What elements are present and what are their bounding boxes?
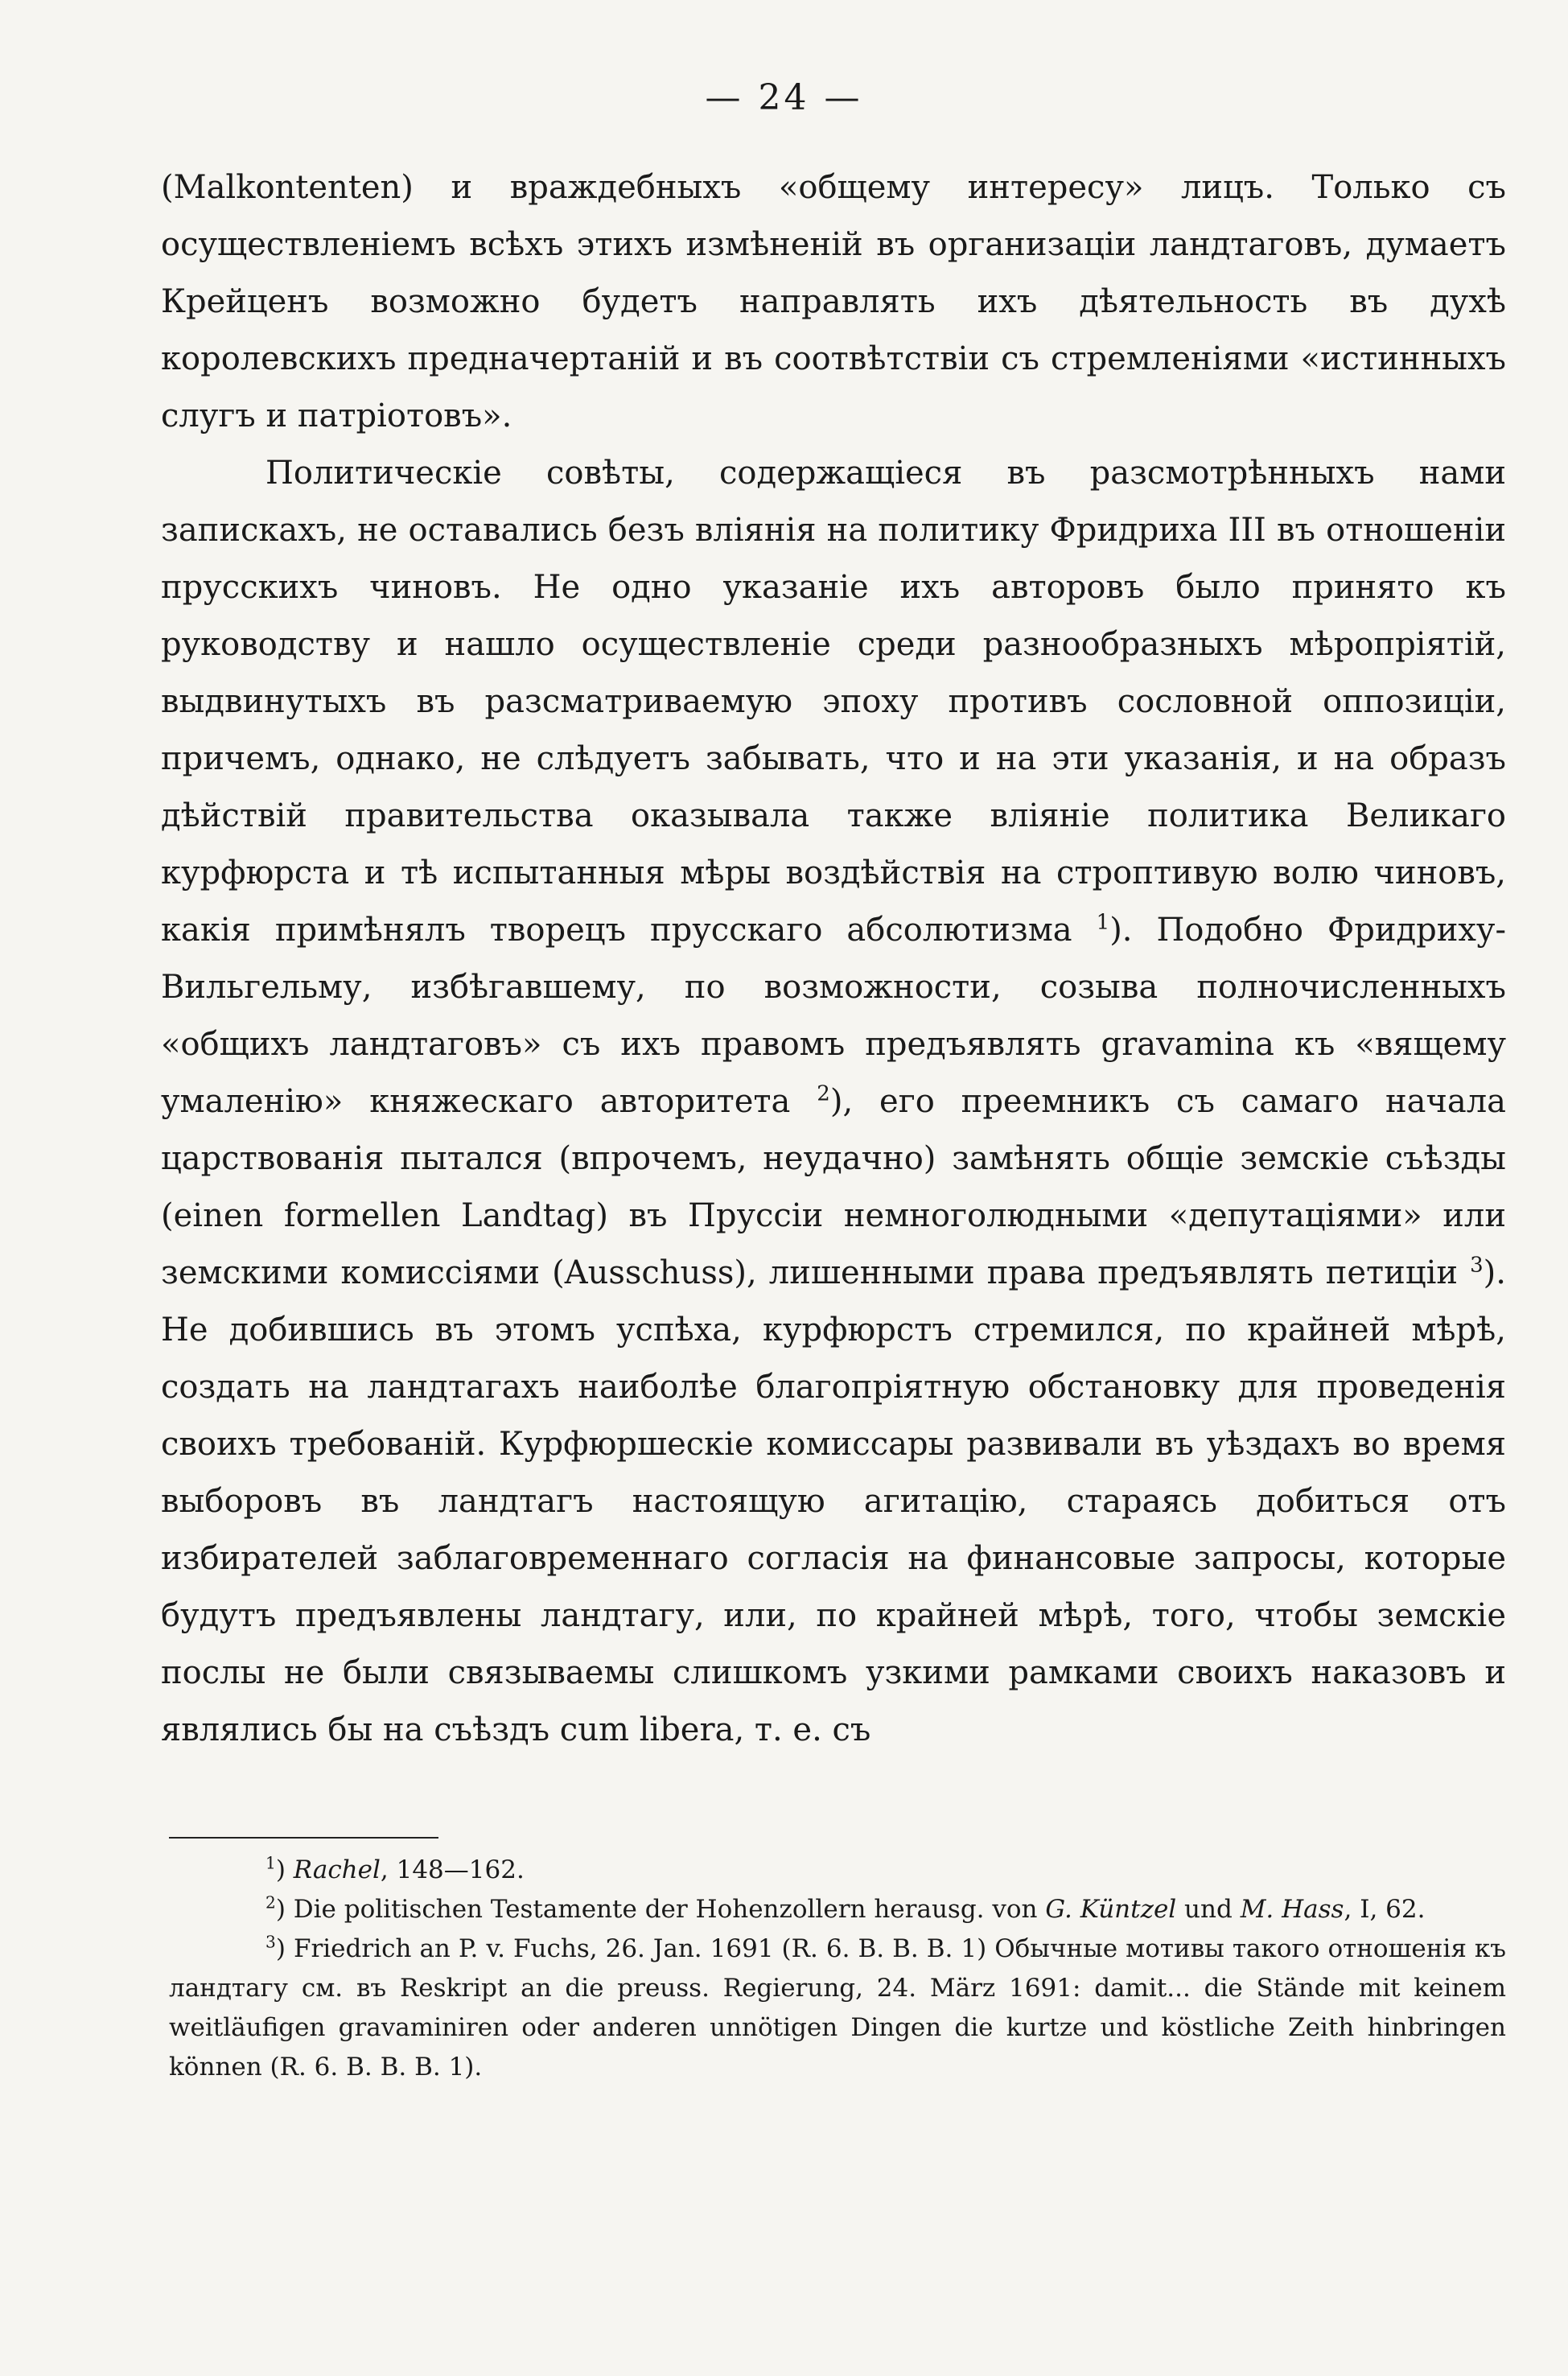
footnote-2-mark: 2: [265, 1892, 276, 1913]
footnote-2-text-a: Die politischen Testamente der Hohenzollern herausg. von: [293, 1895, 1046, 1924]
footnote-2-editor-1: G. Küntzel: [1045, 1895, 1177, 1924]
footnote-2-text-c: , I, 62.: [1344, 1895, 1426, 1924]
footnotes: [169, 1851, 1506, 2087]
footnote-1: $^1$) Rachel, 148—162.: [265, 1853, 525, 1884]
footnote-1-mark: 1: [265, 1853, 276, 1873]
footnote-1-author: Rachel: [293, 1855, 381, 1884]
footnote-1-text: , 148—162.: [380, 1855, 525, 1884]
footnote-2: $^2$) Die politischen Testamente der Hohenzollern herausg. von G. Küntzel und M. Hass, I, 62.: [265, 1892, 1426, 1924]
footnote-2-editor-2: M. Hass: [1240, 1895, 1344, 1924]
paragraph-2-part-3: ), его преемникъ съ самаго начала царствованія пытался (впрочемъ, неудачно) замѣнять общіе земскіе съѣзды (einen formellen Landtag) въ Пруссіи немноголюдными «депутаціями» или земскими комиссіями (Ausschuss), лишенными права предъявлять петиціи: [161, 1083, 1506, 1291]
paragraph-1: (Malkontenten) и враждебныхъ «общему интересу» лицъ. Только съ осуществленіемъ всѣхъ этихъ измѣненій въ организаціи ландтаговъ, думаетъ Крейценъ возможно будетъ направлять ихъ дѣятельность въ духѣ королевскихъ предначертаній и въ соотвѣтствіи съ стремленіями «истинныхъ слугъ и патріотовъ».: [161, 169, 1506, 434]
paragraph-2-part-1: Политическіе совѣты, содержащіеся въ разсмотрѣнныхъ нами запискахъ, не оставались безъ вліянія на политику Фридриха III въ отношеніи прусскихъ чиновъ. Не одно указаніе ихъ авторовъ было принято къ руководству и нашло осуществленіе среди разнообразныхъ мѣропріятій, выдвинутыхъ въ разсматриваемую эпоху противъ сословной оппозиціи, причемъ, однако, не слѣдуетъ забывать, что и на эти указанія, и на образъ дѣйствій правительства оказывала также вліяніе политика Великаго курфюрста и тѣ испытанныя мѣры воздѣйствія на строптивую волю чиновъ, какія примѣнялъ творецъ прусскаго абсолютизма: [161, 455, 1506, 949]
footnote-ref-1: 1: [1096, 910, 1110, 935]
main-text: [161, 159, 1506, 1759]
paragraph-2: [161, 445, 1506, 1759]
footnote-3-mark: 3: [265, 1932, 276, 1952]
page-number: — 24 —: [705, 77, 863, 118]
footnote-divider: [169, 1837, 438, 1839]
footnote-ref-2: 2: [817, 1081, 830, 1106]
footnote-3: $^3$) Friedrich an P. v. Fuchs, 26. Jan. 1691 (R. 6. B. B. B. 1) Обычные мотивы такого отношенія къ ландтагу см. въ Reskript an die preuss. Regierung, 24. März 1691: damit... die Stände mit keinem weitläufigen gravaminiren oder anderen unnötigen Dingen die kurtze und köstliche Zeith hinbringen können (R. 6. B. B. B. 1).: [169, 1932, 1506, 2082]
paragraph-2-part-2: ). Подобно Фридриху-Вильгельму, избѣгавшему, по возможности, созыва полночисленныхъ «общихъ ландтаговъ» съ ихъ правомъ предъявлять gravamina къ «вящему умаленію» княжескаго авторитета: [161, 912, 1506, 1120]
footnote-3-text: Friedrich an P. v. Fuchs, 26. Jan. 1691 (R. 6. B. B. B. 1) Обычные мотивы такого отношенія къ ландтагу см. въ Reskript an die preuss. Regierung, 24. März 1691: damit... die Stände mit keinem weitläufigen gravaminiren oder anderen unnötigen Dingen die kurtze und köstliche Zeith hinbringen können (R. 6. B. B. B. 1).: [169, 1934, 1506, 2082]
paragraph-2-part-4: ). Не добившись въ этомъ успѣха, курфюрстъ стремился, по крайней мѣрѣ, создать на ландтагахъ наиболѣе благопріятную обстановку для проведенія своихъ требованій. Курфюршескіе комиссары развивали въ уѣздахъ во время выборовъ въ ландтагъ настоящую агитацію, стараясь добиться отъ избирателей заблаговременнаго согласія на финансовые запросы, которые будутъ предъявлены ландтагу, или, по крайней мѣрѣ, того, чтобы земскіе послы не были связываемы слишкомъ узкими рамками своихъ наказовъ и являлись бы на съѣздъ cum libera, т. е. съ: [161, 1254, 1506, 1748]
footnote-ref-3: 3: [1470, 1253, 1484, 1278]
footnote-2-text-b: und: [1176, 1895, 1241, 1924]
